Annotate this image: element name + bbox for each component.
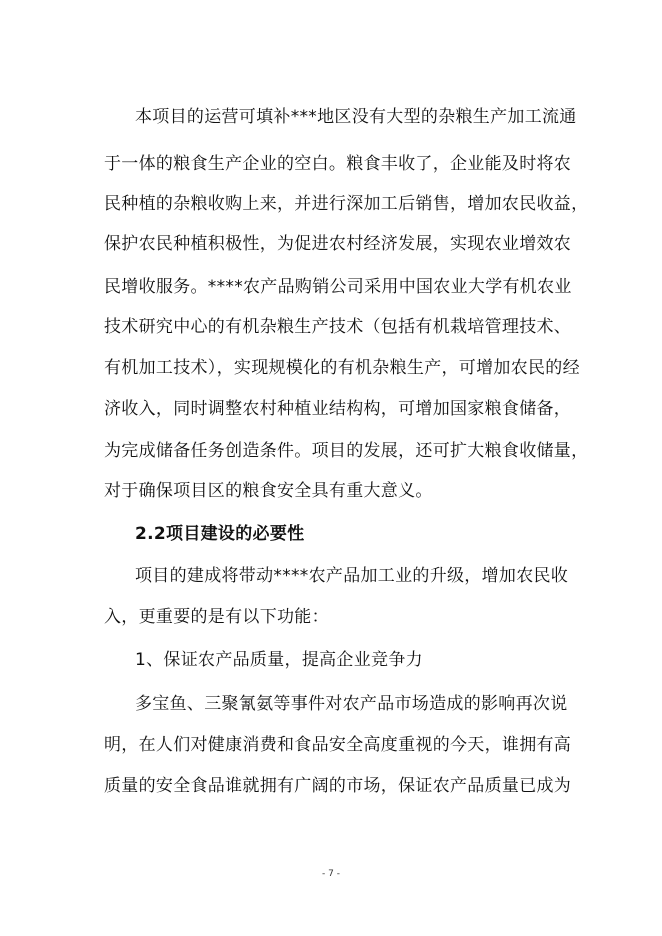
paragraph-line: 于一体的粮食生产企业的空白。粮食丰收了，企业能及时将农	[104, 154, 572, 174]
paragraph-line: 入，更重要的是有以下功能：	[104, 607, 329, 627]
paragraph-line: 质量的安全食品谁就拥有广阔的市场，保证农产品质量已成为	[104, 776, 572, 796]
paragraph-line: 本项目的运营可填补***地区没有大型的杂粮生产加工流通	[135, 107, 577, 127]
section-heading: 2.2项目建设的必要性	[135, 524, 305, 544]
paragraph-line: 明，在人们对健康消费和食品安全高度重视的今天，谁拥有高	[104, 735, 572, 755]
paragraph-line: 对于确保项目区的粮食安全具有重大意义。	[104, 481, 433, 501]
item-heading: 1、保证农产品质量，提高企业竞争力	[135, 650, 423, 670]
paragraph-line: 民种植的杂粮收购上来，并进行深加工后销售，增加农民收益，	[104, 194, 589, 214]
paragraph-line: 民增收服务。****农产品购销公司采用中国农业大学有机农业	[104, 277, 572, 297]
page-number: - 7 -	[322, 869, 340, 879]
paragraph-line: 济收入，同时调整农村种植业结构构，可增加国家粮食储备，	[104, 399, 572, 419]
paragraph-line: 多宝鱼、三聚氰氨等事件对农产品市场造成的影响再次说	[135, 694, 568, 714]
paragraph-line: 有机加工技术），实现规模化的有机杂粮生产，可增加农民的经	[104, 358, 580, 378]
paragraph-line: 为完成储备任务创造条件。项目的发展，还可扩大粮食收储量，	[104, 441, 589, 461]
paragraph-line: 项目的建成将带动****农产品加工业的升级，增加农民收	[135, 566, 569, 586]
paragraph-line: 技术研究中心的有机杂粮生产技术（包括有机栽培管理技术、	[104, 317, 572, 337]
paragraph-line: 保护农民种植积极性，为促进农村经济发展，实现农业增效农	[104, 234, 572, 254]
